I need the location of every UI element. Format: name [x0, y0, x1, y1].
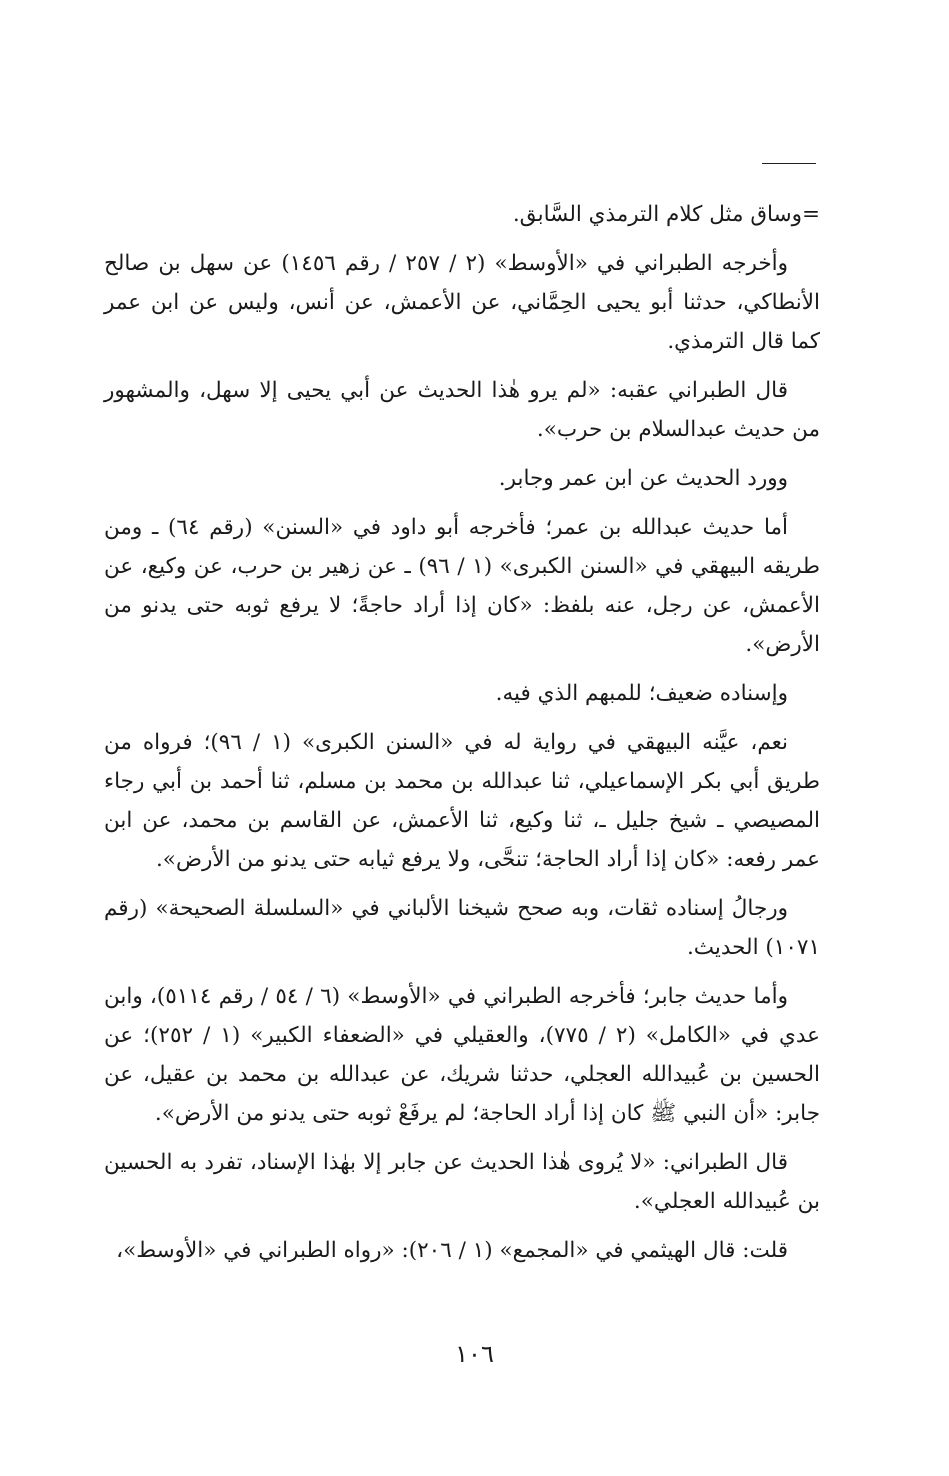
paragraph: وورد الحديث عن ابن عمر وجابر. — [498, 466, 788, 491]
footnote-separator-rule — [762, 163, 816, 164]
paragraph: ورجالُ إسناده ثقات، وبه صحح شيخنا الألباني في «السلسلة الصحيحة» (رقم ١٠٧١) الحديث. — [104, 896, 820, 960]
footnote-body — [104, 195, 820, 1280]
footnote-continuation-line: =وساق مثل كلام الترمذي السَّابق. — [512, 202, 820, 227]
paragraph: قال الطبراني عقبه: «لم يرو هٰذا الحديث عن أبي يحيى إلا سهل، والمشهور من حديث عبدالسلام بن حرب». — [104, 378, 820, 442]
paragraph: قال الطبراني: «لا يُروى هٰذا الحديث عن جابر إلا بهٰذا الإسناد، تفرد به الحسين بن عُبيدالله العجلي». — [104, 1150, 820, 1214]
paragraph: وإسناده ضعيف؛ للمبهم الذي فيه. — [495, 681, 788, 706]
paragraph: أما حديث عبدالله بن عمر؛ فأخرجه أبو داود في «السنن» (رقم ٦٤) ـ ومن طريقه البيهقي في «السنن الكبرى» (١ / ٩٦) ـ عن زهير بن حرب، عن وكيع، عن الأعمش، عن رجل، عنه بلفظ: «كان إذا أراد حاجةً؛ لا يرفع ثوبه حتى يدنو من الأرض». — [104, 515, 820, 657]
page-number: ١٠٦ — [455, 1340, 494, 1368]
paragraph: وأما حديث جابر؛ فأخرجه الطبراني في «الأوسط» (٦ / ٥٤ / رقم ٥١١٤)، وابن عدي في «الكامل» (٢ / ٧٧٥)، والعقيلي في «الضعفاء الكبير» (١ / ٢٥٢)؛ عن الحسين بن عُبيدالله العجلي، حدثنا شريك، عن عبدالله بن محمد بن عقيل، عن جابر: «أن النبي ﷺ كان إذا أراد الحاجة؛ لم يرفَعْ ثوبه حتى يدنو من الأرض». — [104, 984, 820, 1126]
paragraph: وأخرجه الطبراني في «الأوسط» (٢ / ٢٥٧ / رقم ١٤٥٦) عن سهل بن صالح الأنطاكي، حدثنا أبو يحيى الحِمَّاني، عن الأعمش، عن أنس، وليس عن ابن عمر كما قال الترمذي. — [104, 251, 820, 354]
paragraph: قلت: قال الهيثمي في «المجمع» (١ / ٢٠٦): «رواه الطبراني في «الأوسط»، — [116, 1238, 788, 1263]
paragraph: نعم، عيَّنه البيهقي في رواية له في «السنن الكبرى» (١ / ٩٦)؛ فرواه من طريق أبي بكر الإسماعيلي، ثنا عبدالله بن محمد بن مسلم، ثنا أحمد بن أبي رجاء المصيصي ـ شيخ جليل ـ، ثنا وكيع، ثنا الأعمش، عن القاسم بن محمد، عن ابن عمر رفعه: «كان إذا أراد الحاجة؛ تنحَّى، ولا يرفع ثيابه حتى يدنو من الأرض». — [104, 730, 820, 872]
